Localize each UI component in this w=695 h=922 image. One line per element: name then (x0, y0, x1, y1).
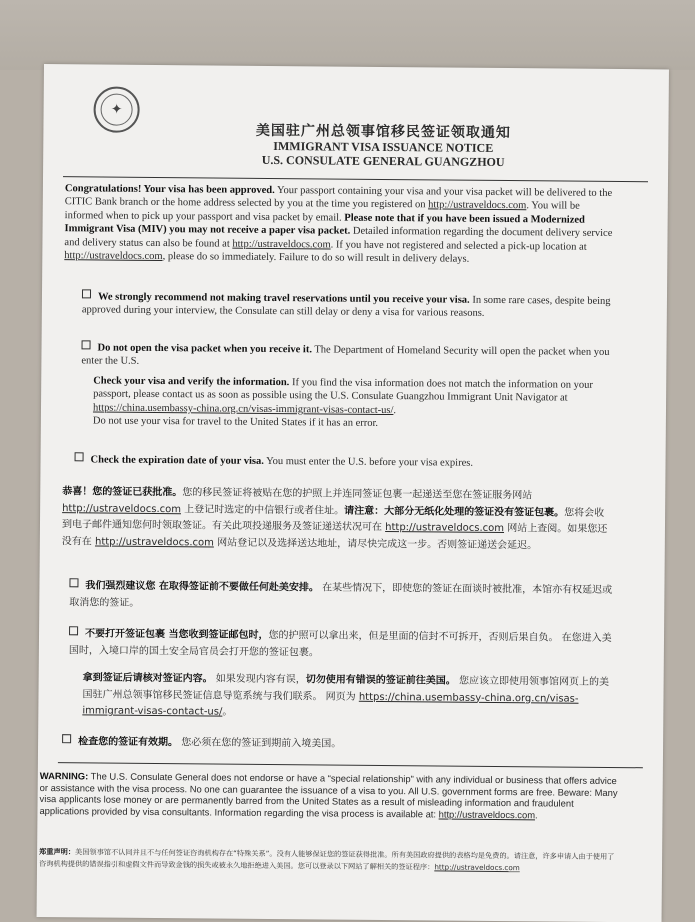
checkbox-icon (82, 289, 91, 298)
english-check-visa: Check your visa and verify the information. If you find the visa information does not match the information on your passport, please contact us as soon as possible using the U.S. Consulate Guangzhou Immigrant Unit Navigator at https://china.usembassy-china.org.cn/visas-immigrant-visas-contact-us/. Do not use your visa for travel to the United States if it has an error. (92, 375, 593, 430)
ustraveldocs-link[interactable]: http://ustraveldocs.com (438, 808, 536, 821)
ustraveldocs-link[interactable]: http://ustraveldocs.com (434, 862, 520, 873)
chinese-intro: 恭喜！您的签证已获批准。您的移民签证将被贴在您的护照上并连同签证包裹一起递送至您在签证服务网站 http://ustraveldocs.com 上登记时选定的中信银行或者住址。请注意：大部分无纸化处理的签证没有签证包裹。您将会收到电子邮件通知您何时领取签证。有关此项投递服务及签证递送状况可在 http://ustraveldocs.com 网站上查阅。如果您还没有在 http://ustraveldocs.com 网站登记以及选择送达地址，请尽快完成这一步。否则签证递送会延迟。 (61, 486, 608, 551)
background (0, 0, 695, 70)
english-item-expiration: Check the expiration date of your visa. You must enter the U.S. before your visa expires. (74, 452, 619, 471)
english-item-packet: Do not open the visa packet when you receive it. The Department of Homeland Security will open the packet when you enter the U.S. (81, 340, 621, 373)
chinese-item-expiration: 检查您的签证有效期。 您必须在您的签证到期前入境美国。 (62, 734, 612, 755)
consulate-name: U.S. CONSULATE GENERAL GUANGZHOU (261, 152, 505, 170)
ustraveldocs-link[interactable]: http://ustraveldocs.com (428, 199, 527, 212)
english-item-travel: We strongly recommend not making travel reservations until you receive your visa. In some rare cases, despite being approved during your interview, the Consulate can still delay or deny a visa for various reasons. (82, 289, 622, 322)
ustraveldocs-link[interactable]: http://ustraveldocs.com (385, 521, 505, 535)
navigator-link[interactable]: https://china.usembassy-china.org.cn/visas-immigrant-visas-contact-us/ (82, 691, 579, 718)
chinese-item-packet: 不要打开签证包裹 当您收到签证邮包时，您的护照可以拿出来，但是里面的信封不可拆开，否则后果自负。 在您进入美国时，入境口岸的国土安全局官员会打开您的签证包裹。 (69, 626, 617, 664)
navigator-link[interactable]: https://china.usembassy-china.org.cn/visas-immigrant-visas-contact-us/ (92, 402, 394, 416)
header-divider (63, 176, 648, 182)
checkbox-icon (62, 734, 71, 743)
eagle-seal-icon: ✦ (93, 86, 139, 132)
ustraveldocs-link[interactable]: http://ustraveldocs.com (62, 502, 182, 515)
chinese-item-travel: 我们强烈建议您 在取得签证前不要做任何赴美安排。 在某些情况下，即使您的签证在面谈时被批准，本馆亦有权延迟或取消您的签证。 (69, 578, 617, 616)
ustraveldocs-link[interactable]: http://ustraveldocs.com (232, 238, 331, 251)
chinese-check-visa: 拿到签证后请核对签证内容。 如果发现内容有误，切勿使用有错误的签证前往美国。 您应该立即使用领事馆网页上的美国驻广州总领事馆移民签证信息导览系统与我们联系。 网页为 https://china.usembassy-china.org.cn/visas-immigrant-visas-contact-us/。 (82, 672, 610, 718)
title-english: IMMIGRANT VISA ISSUANCE NOTICE (273, 139, 494, 155)
checkbox-icon (82, 340, 91, 349)
warning-divider (58, 762, 643, 768)
warning-notice-chinese: 郑重声明：美国领事馆不认同并且不与任何签证咨询机构存在“特殊关系”。没有人能够保证您的签证获得批准。所有美国政府提供的表格均是免费的。请注意，许多申请人由于使用了咨询机构提供的错误指引和虚假文件而导致金钱的损失或被永久地拒绝进入美国。您可以登录以下网站了解相关的签证程序：http://ustraveldocs.com (38, 846, 615, 873)
checkbox-icon (75, 452, 84, 461)
ustraveldocs-link[interactable]: http://ustraveldocs.com (64, 250, 163, 263)
visa-notice-document (37, 64, 669, 922)
checkbox-icon (69, 578, 78, 587)
checkbox-icon (69, 626, 78, 635)
ustraveldocs-link[interactable]: http://ustraveldocs.com (94, 535, 214, 549)
warning-notice: WARNING: The U.S. Consulate General does not endorse or have a “special relationship” with any individual or business that offers advice or assistance with the visa process. No one can guarantee the issuance of a visa to you. All U.S. government forms are free. Beware: Many visa applicants lose money or are permanently barred from the United States as a result of misleading information and fraudulent applications provided by visa consultants. Information regarding the visa process is available at: http://ustraveldocs.com. (39, 769, 618, 821)
english-intro: Congratulations! Your visa has been approved. Your passport containing your visa and your visa packet will be delivered to the CITIC Bank branch or the home address selected by you at the time you registered on http://ustraveldocs.com. You will be informed when to pick up your passport and visa packet by email. Please note that if you have been issued a Modernized Immigrant Visa (MIV) you may not receive a paper visa packet. Detailed information regarding the document delivery service and delivery status can also be found at http://ustraveldocs.com. If you have not registered and selected a pick-up location at http://ustraveldocs.com, please do so immediately. Failure to do so will result in delivery delays. (64, 183, 613, 265)
title-chinese: 美国驻广州总领事馆移民签证领取通知 (255, 123, 511, 142)
